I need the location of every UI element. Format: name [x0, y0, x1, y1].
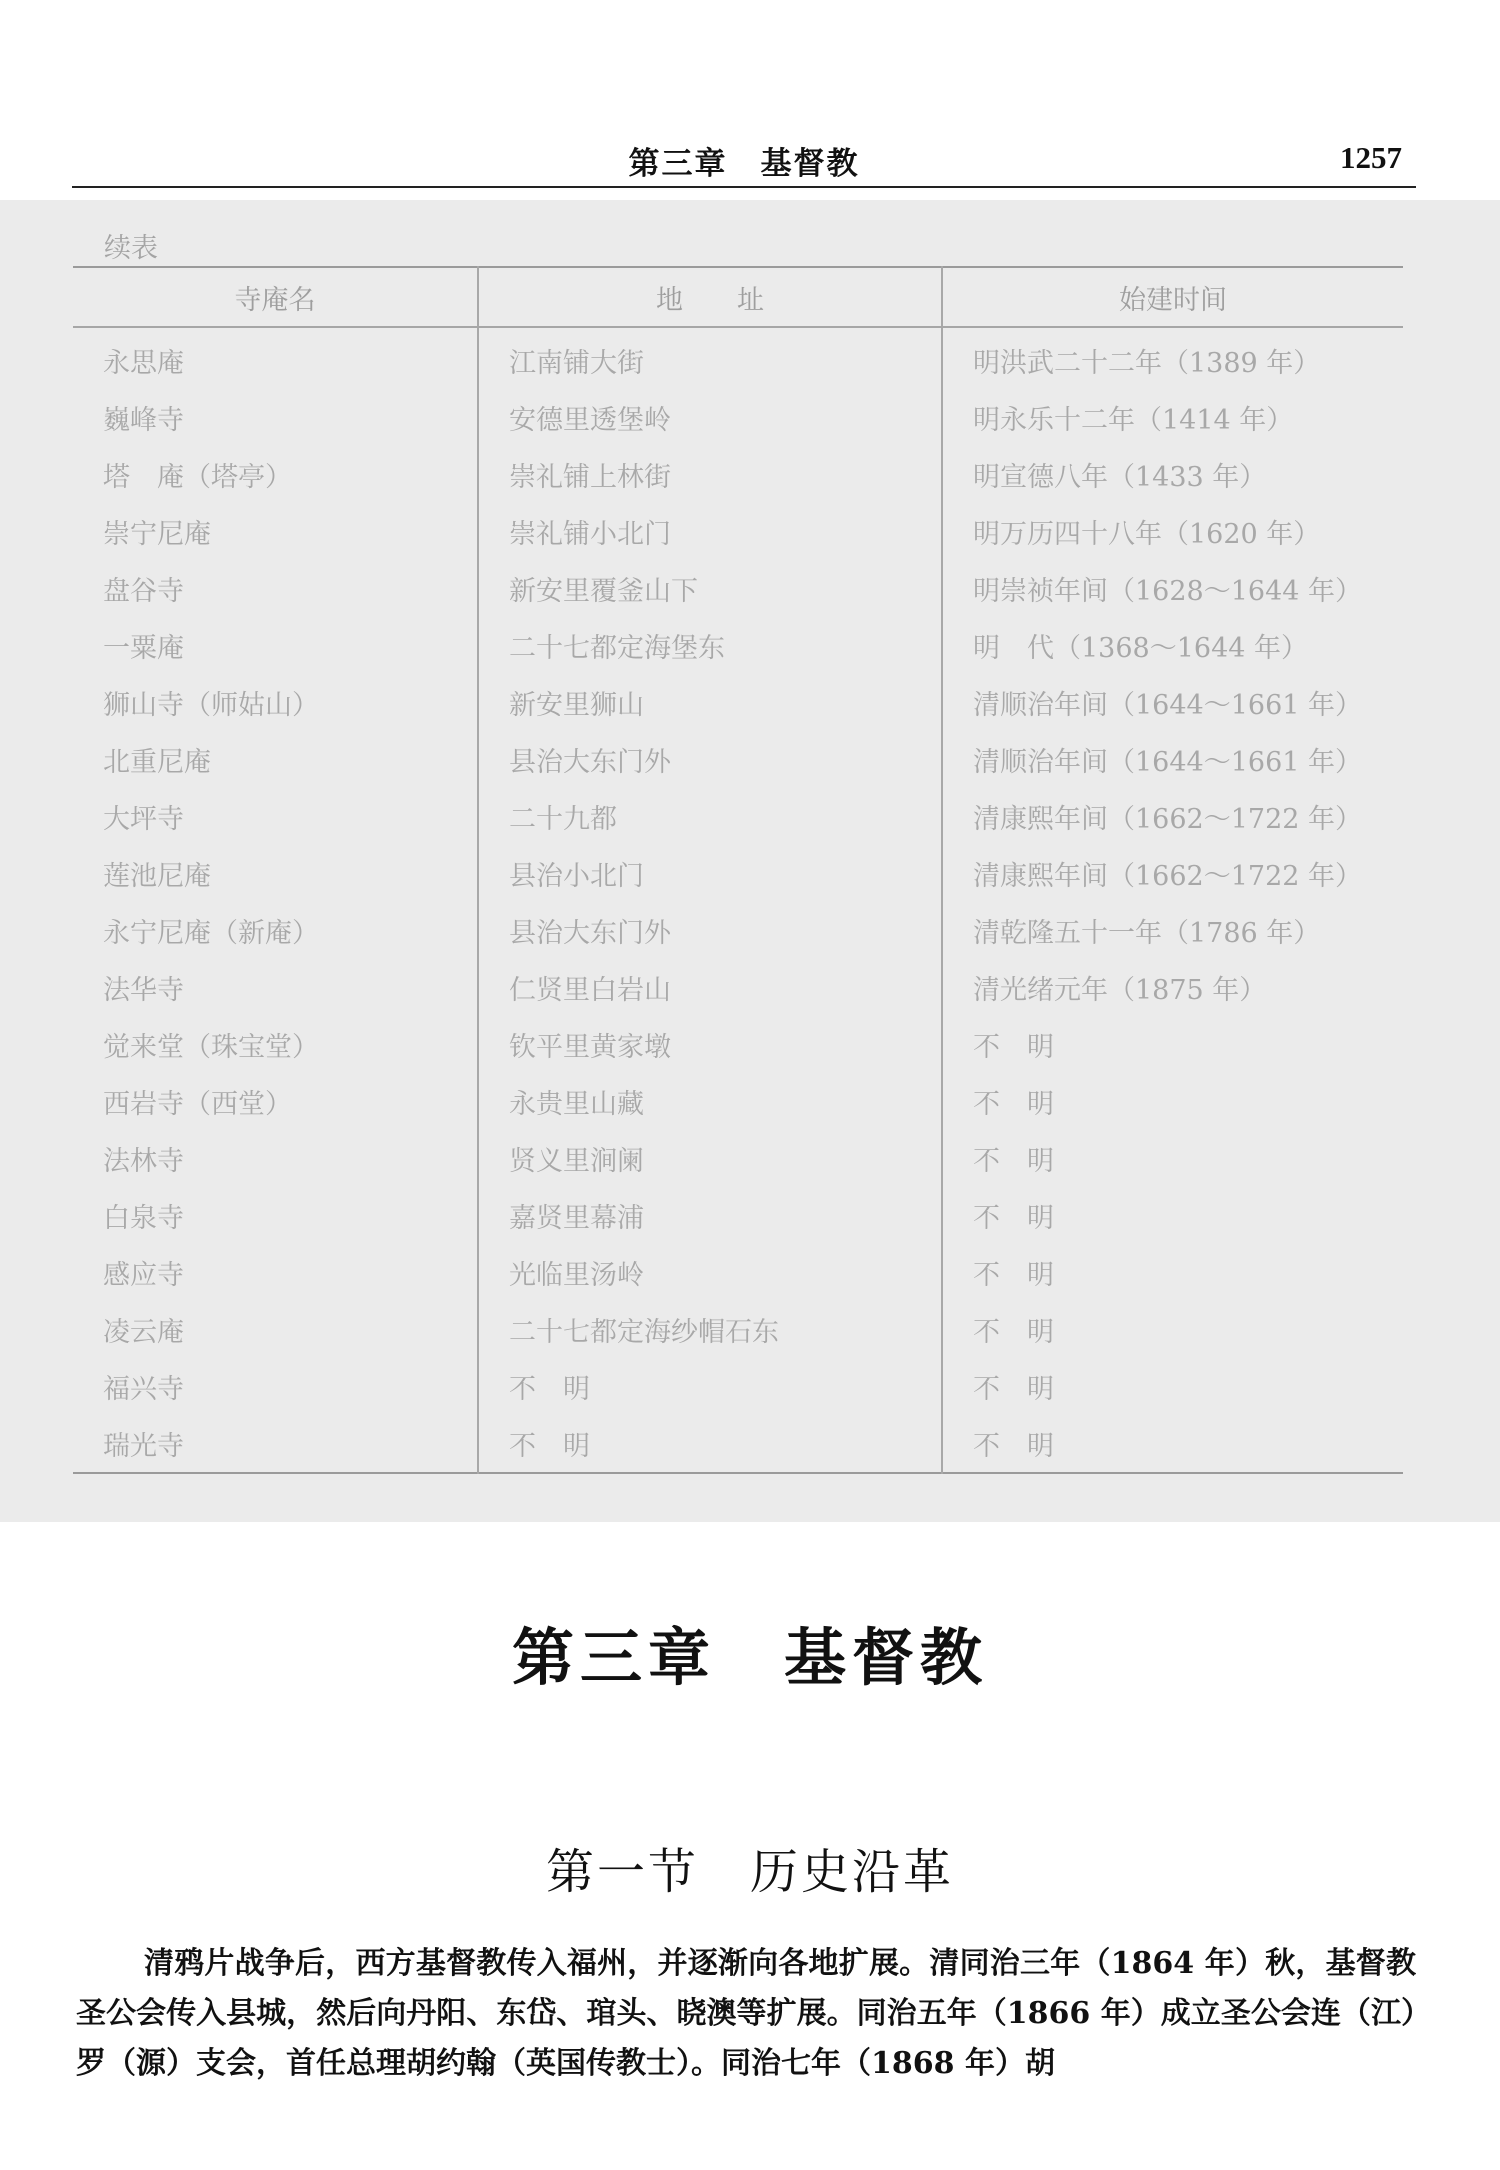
cell-address: 江南铺大街: [478, 327, 942, 389]
cell-address: 永贵里山藏: [478, 1073, 942, 1130]
column-header-address: 地 址: [478, 267, 942, 327]
cell-founded: 不 明: [942, 1358, 1403, 1415]
cell-founded: 清乾隆五十一年（1786 年）: [942, 902, 1403, 959]
chapter-title: 第三章 基督教: [511, 1621, 988, 1694]
cell-address: 光临里汤岭: [478, 1244, 942, 1301]
cell-address: 二十七都定海堡东: [478, 617, 942, 674]
cell-founded: 不 明: [942, 1016, 1403, 1073]
table-row: [73, 1016, 1403, 1073]
table-body: [73, 327, 1403, 1473]
continued-label: 续表: [104, 233, 158, 264]
cell-founded: 清康熙年间（1662～1722 年）: [942, 845, 1403, 902]
cell-temple-name: 大坪寺: [103, 804, 184, 835]
cell-founded: 清光绪元年（1875 年）: [942, 959, 1403, 1016]
section-title: 第一节 历史沿革: [545, 1844, 954, 1900]
cell-founded: 清顺治年间（1644～1661 年）: [942, 674, 1403, 731]
cell-founded: 明崇祯年间（1628～1644 年）: [942, 560, 1403, 617]
cell-address: 新安里狮山: [478, 674, 942, 731]
cell-founded: 明 代（1368～1644 年）: [942, 617, 1403, 674]
table-row: [73, 902, 1403, 959]
cell-founded: 不 明: [942, 1130, 1403, 1187]
cell-temple-name: 凌云庵: [103, 1317, 184, 1348]
table-row: [73, 959, 1403, 1016]
cell-founded: 不 明: [942, 1073, 1403, 1130]
cell-temple-name: 北重尼庵: [103, 747, 211, 778]
cell-founded: 明洪武二十二年（1389 年）: [942, 327, 1403, 389]
cell-founded: 明永乐十二年（1414 年）: [942, 389, 1403, 446]
table-row: [73, 731, 1403, 788]
cell-temple-name: 永宁尼庵（新庵）: [103, 918, 319, 949]
cell-founded: 不 明: [942, 1244, 1403, 1301]
cell-address: 钦平里黄家墩: [478, 1016, 942, 1073]
cell-address: 贤义里涧阑: [478, 1130, 942, 1187]
cell-founded: 清康熙年间（1662～1722 年）: [942, 788, 1403, 845]
cell-founded: 明宣德八年（1433 年）: [942, 446, 1403, 503]
cell-address: 仁贤里白岩山: [478, 959, 942, 1016]
cell-temple-name: 法林寺: [103, 1146, 184, 1177]
table-row: [73, 617, 1403, 674]
running-header: [72, 128, 1416, 188]
table-row: [73, 1244, 1403, 1301]
table-row: [73, 788, 1403, 845]
table-row: [73, 327, 1403, 389]
cell-temple-name: 白泉寺: [103, 1203, 184, 1234]
table-row: [73, 446, 1403, 503]
cell-temple-name: 狮山寺（师姑山）: [103, 690, 319, 721]
cell-temple-name: 莲池尼庵: [103, 861, 211, 892]
temple-table: [73, 266, 1403, 1474]
table-row: [73, 1358, 1403, 1415]
temple-table-region: [0, 200, 1500, 1522]
cell-address: 崇礼铺上林街: [478, 446, 942, 503]
table-row: [73, 1130, 1403, 1187]
cell-temple-name: 崇宁尼庵: [103, 519, 211, 550]
cell-address: 安德里透堡岭: [478, 389, 942, 446]
table-row: [73, 1073, 1403, 1130]
cell-temple-name: 塔 庵（塔亭）: [103, 462, 292, 493]
cell-temple-name: 瑞光寺: [103, 1431, 184, 1462]
cell-address: 崇礼铺小北门: [478, 503, 942, 560]
cell-temple-name: 一粟庵: [103, 633, 184, 664]
page-number: 1257: [1340, 140, 1402, 175]
cell-address: 新安里覆釜山下: [478, 560, 942, 617]
table-row: [73, 389, 1403, 446]
cell-founded: 清顺治年间（1644～1661 年）: [942, 731, 1403, 788]
cell-temple-name: 巍峰寺: [103, 405, 184, 436]
cell-temple-name: 感应寺: [103, 1260, 184, 1291]
cell-address: 不 明: [478, 1415, 942, 1473]
cell-address: 县治大东门外: [478, 902, 942, 959]
cell-founded: 不 明: [942, 1415, 1403, 1473]
cell-temple-name: 盘谷寺: [103, 576, 184, 607]
cell-temple-name: 西岩寺（西堂）: [103, 1089, 292, 1120]
cell-founded: 明万历四十八年（1620 年）: [942, 503, 1403, 560]
cell-temple-name: 法华寺: [103, 975, 184, 1006]
table-row: [73, 560, 1403, 617]
body-paragraph: 清鸦片战争后，西方基督教传入福州，并逐渐向各地扩展。清同治三年（1864 年）秋，基督教圣公会传入县城，然后向丹阳、东岱、琯头、晓澳等扩展。同治五年（1866 年）成立圣公会连（江）罗（源）支会，首任总理胡约翰（英国传教士）。同治七年（1868 年）胡: [76, 1946, 1416, 2081]
table-row: [73, 1187, 1403, 1244]
table-row: [73, 503, 1403, 560]
cell-founded: 不 明: [942, 1301, 1403, 1358]
cell-address: 县治小北门: [478, 845, 942, 902]
table-row: [73, 1415, 1403, 1473]
cell-address: 县治大东门外: [478, 731, 942, 788]
cell-temple-name: 永思庵: [103, 348, 184, 379]
cell-temple-name: 福兴寺: [103, 1374, 184, 1405]
cell-temple-name: 觉来堂（珠宝堂）: [103, 1032, 319, 1063]
table-row: [73, 674, 1403, 731]
running-header-title: 第三章 基督教: [628, 146, 860, 182]
cell-address: 不 明: [478, 1358, 942, 1415]
table-row: [73, 1301, 1403, 1358]
cell-address: 嘉贤里幕浦: [478, 1187, 942, 1244]
cell-address: 二十九都: [478, 788, 942, 845]
table-header-row: [73, 267, 1403, 327]
cell-address: 二十七都定海纱帽石东: [478, 1301, 942, 1358]
table-row: [73, 845, 1403, 902]
column-header-name: 寺庵名: [73, 267, 478, 327]
column-header-founded: 始建时间: [942, 267, 1403, 327]
cell-founded: 不 明: [942, 1187, 1403, 1244]
